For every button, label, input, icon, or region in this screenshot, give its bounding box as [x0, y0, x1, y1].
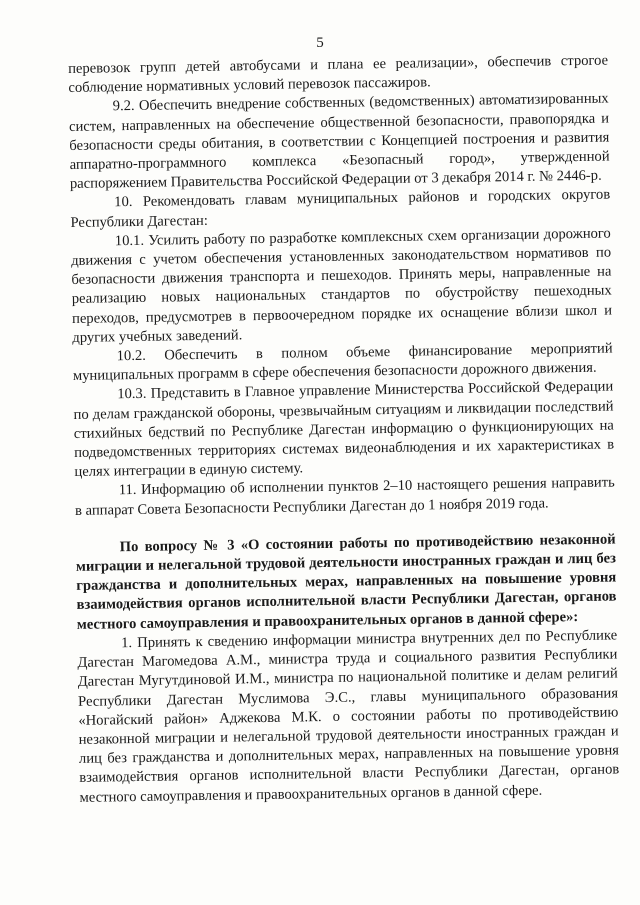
section-heading-question-3: По вопросу № 3 «О состоянии работы по противодействию незаконной миграции и нелегальной трудовой деятельности иностранных граждан и лиц без гражданства и дополнительных мерах, направленных на повышение уровня взаимодействия органов исполнительной власти Республики Дагестан, органов местного самоуправления и правоохранительных органов в данной сфере»: [75, 531, 617, 633]
paragraph-q3-1: 1. Принять к сведению информации министра внутренних дел по Республике Дагестан Магомедова А.М., министра труда и социального развития Республики Дагестан Мугутдиновой И.М., министра по национальной политике и делам религий Республики Дагестан Муслимова Э.С., главы муниципального образования «Ногайский район» Аджекова М.К. о состоянии работы по противодействию незаконной миграции и нелегальной трудовой деятельности иностранных граждан и лиц без гражданства и дополнительных мерах, направленных на повышение уровня взаимодействия органов исполнительной власти Республики Дагестан, органов местного самоуправления и правоохранительных органов в данной сфере. [77, 627, 620, 806]
paragraph-transport-continuation: перевозок групп детей автобусами и плана ее реализации», обеспечив строгое соблюдение нормативных условий перевозок пассажиров. [68, 52, 609, 97]
paragraph-11: 11. Информацию об исполнении пунктов 2–10 настоящего решения направить в аппарат Совета Безопасности Республики Дагестан до 1 ноября 2019 года. [74, 474, 615, 519]
paragraph-10: 10. Рекомендовать главам муниципальных районов и городских округов Республики Дагестан: [70, 186, 611, 231]
paragraph-10-1: 10.1. Усилить работу по разработке комплексных схем организации дорожного движения с учетом обеспечения установленных законодательством нормативов по безопасности движения транспорта и пешеходов. Принять меры, направленные на реализацию новых национальных стандартов по обустройству пешеходных переходов, предусмотрев в первоочередном порядке их оснащение вблизи школ и других учебных заведений. [71, 225, 613, 346]
paragraph-10-2: 10.2. Обеспечить в полном объеме финансирование мероприятий муниципальных программ в сфере обеспечения безопасности дорожного движения. [72, 340, 613, 385]
paragraph-9-2: 9.2. Обеспечить внедрение собственных (ведомственных) автоматизированных систем, направленных на обеспечение общественной безопасности, правопорядка и безопасности среды обитания, в соответствии с Концепцией построения и развития аппаратно-программного комплекса «Безопасный город», утвержденной распоряжением Правительства Российской Федерации от 3 декабря 2014 г. № 2446-р. [68, 90, 610, 193]
paragraph-10-3: 10.3. Представить в Главное управление Министерства Российской Федерации по делам гражданской обороны, чрезвычайным ситуациям и ликвидации последствий стихийных бедствий по Республике Дагестан информацию о функционирующих на подведомственных территориях системах видеонаблюдения и их характеристиках в целях интеграции в единую систему. [73, 378, 615, 481]
document-body [68, 52, 620, 808]
page-number: 5 [316, 35, 324, 51]
